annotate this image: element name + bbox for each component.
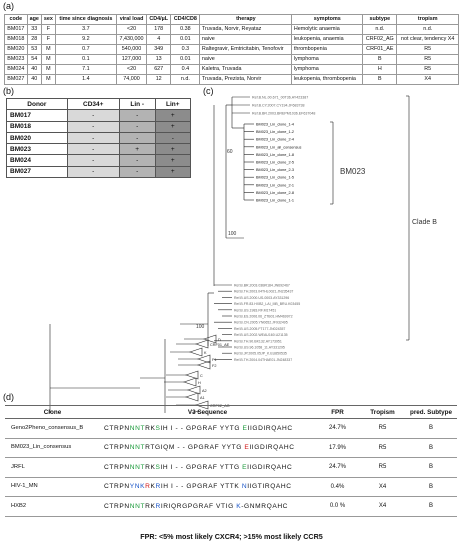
table-cell: 12 xyxy=(147,75,171,85)
table-cell: leukopenia, anaemia xyxy=(292,35,363,45)
table-cell: n.d. xyxy=(397,25,459,35)
table-cell: 33 xyxy=(27,25,41,35)
table-row xyxy=(5,35,459,45)
table-row xyxy=(5,65,459,75)
table-cell: Hemolytic anaemia xyxy=(292,25,363,35)
table-cell: 7.1 xyxy=(55,65,116,75)
marker-cell: - xyxy=(119,132,155,143)
collapsed-subtype-clade xyxy=(186,393,198,401)
bm023-clone-label: BM023_Lin_clone_1-2 xyxy=(256,130,294,135)
column-header: tropism xyxy=(397,15,459,25)
table-cell: n.d. xyxy=(171,75,200,85)
table-cell: 40 xyxy=(27,75,41,85)
table-cell: 540,000 xyxy=(117,45,147,55)
table-cell: Truvada, Norvir, Reyataz xyxy=(200,25,292,35)
clone-name: Geno2Pheno_consensus_B xyxy=(5,419,100,439)
v3-sequence xyxy=(100,497,315,517)
bootstrap-value: 60 xyxy=(227,149,233,155)
fpr-value: 24.7% xyxy=(315,419,360,439)
table-cell: 0.3 xyxy=(171,45,200,55)
panel-label-a: (a) xyxy=(3,1,14,11)
table-row xyxy=(5,477,457,497)
table-cell: 0.4 xyxy=(171,65,200,75)
sequence-segment: S xyxy=(155,463,161,471)
table-cell: 74,000 xyxy=(117,75,147,85)
reference-leaf-label: Ref.B.US.2000.US-0003.AY331296 xyxy=(234,295,290,300)
marker-cell: - xyxy=(67,132,119,143)
sequence-segment: RK xyxy=(145,502,156,510)
sequence-segment: K xyxy=(150,483,156,491)
marker-cell: - xyxy=(119,121,155,132)
table-row xyxy=(5,55,459,65)
table-row xyxy=(7,110,191,121)
tropism-value: X4 xyxy=(360,477,405,497)
fpr-value: 17.9% xyxy=(315,438,360,458)
sequence-segment: R xyxy=(145,483,151,491)
table-row xyxy=(5,75,459,85)
table-cell: 627 xyxy=(147,65,171,75)
sequence-segment: CTRPN xyxy=(104,463,130,471)
table-cell: 7,430,000 xyxy=(117,35,147,45)
table-row xyxy=(5,419,457,439)
sequence-segment: K xyxy=(236,502,242,510)
marker-cell: - xyxy=(67,110,119,121)
sequence-segment: NNT xyxy=(129,444,146,452)
table-cell: F xyxy=(41,35,55,45)
fpr-value: 24.7% xyxy=(315,458,360,478)
table-cell: R5 xyxy=(397,55,459,65)
table-cell: M xyxy=(41,55,55,65)
subtype-label: F1 xyxy=(212,358,217,362)
subtype-label: CRF02_AG xyxy=(210,404,230,408)
table-cell: BM024 xyxy=(5,65,28,75)
table-cell: 4 xyxy=(147,35,171,45)
table-cell: X4 xyxy=(397,75,459,85)
marker-cell: - xyxy=(67,155,119,166)
column-header: therapy xyxy=(200,15,292,25)
collapsed-subtype-clade xyxy=(196,340,208,348)
reference-leaf-label: Ref.B.TH.2003.04THL0021.JN235437 xyxy=(234,289,294,294)
bm023-clone-label: BM023_Lin_clone_2-8 xyxy=(256,190,294,195)
patient-table-header xyxy=(5,15,459,25)
patient-table xyxy=(4,14,459,85)
table-cell: 28 xyxy=(27,35,41,45)
marker-cell: + xyxy=(155,166,190,177)
subtype-label: D xyxy=(218,338,221,342)
table-cell: naive xyxy=(200,55,292,65)
table-cell: Raltegravir, Emtricitabin, Tenofovir xyxy=(200,45,292,55)
marker-cell: - xyxy=(119,110,155,121)
bm023-clone-label: BM023_Lin_clone_2-1 xyxy=(256,183,294,188)
sequence-segment: NNT xyxy=(129,502,146,510)
tropism-value: X4 xyxy=(360,497,405,517)
sequence-segment: RK xyxy=(145,463,156,471)
subtype-label: CRF01_AE xyxy=(210,343,230,347)
table-cell: CRF02_AG xyxy=(363,35,397,45)
table-cell: CRF01_AE xyxy=(363,45,397,55)
fpr-value: 0.4% xyxy=(315,477,360,497)
table-cell: R5 xyxy=(397,45,459,55)
panel-label-b: (b) xyxy=(3,86,14,96)
subtype-label: H xyxy=(198,381,201,385)
clone-name: JRFL xyxy=(5,458,100,478)
bm023-clone-label: BM023_Lin_clone_1-5 xyxy=(256,175,294,180)
donor-cell: BM023 xyxy=(7,144,68,155)
sequence-segment: E xyxy=(242,424,248,432)
bm023-clone-label: BM023_Lin_clone_1-4 xyxy=(256,122,294,127)
table-cell: Kaletra, Truvada xyxy=(200,65,292,75)
sequence-segment: E xyxy=(242,463,248,471)
sequence-segment: IRIQRGPGRAF VTIG xyxy=(160,502,237,510)
column-header: CD4/CD8 xyxy=(171,15,200,25)
column-header: Lin+ xyxy=(155,99,190,110)
table-cell: 349 xyxy=(147,45,171,55)
subtype-value: B xyxy=(405,438,457,458)
reference-leaf-label: Ref.B.US.2002.WEAU160.U21135 xyxy=(234,333,288,338)
subtype-value: B xyxy=(405,497,457,517)
donor-table-header xyxy=(7,99,191,110)
bootstrap-value: 100 xyxy=(196,324,205,330)
table-cell: 0.01 xyxy=(171,35,200,45)
table-cell: H xyxy=(363,65,397,75)
clade-b-label: Clade B xyxy=(412,219,437,226)
marker-cell: - xyxy=(119,166,155,177)
table-cell: lymphoma xyxy=(292,65,363,75)
reference-leaf-label: Ref.B.NL.00.671_00T36.AY423387 xyxy=(252,95,309,100)
reference-leaf-label: Ref.B.ES.2006.06_ZTB01.HM469972 xyxy=(234,314,293,319)
sequence-segment: R xyxy=(155,502,161,510)
sequence-segment: IH I - - GPGRAF YTTK xyxy=(160,483,242,491)
v3-sequence xyxy=(100,419,315,439)
column-header: CD4/µL xyxy=(147,15,171,25)
sequence-segment: -GNMRQAHC xyxy=(241,502,289,510)
column-header: time since diagnosis xyxy=(55,15,116,25)
table-cell: M xyxy=(41,75,55,85)
bm023-clone-label: BM023_Lin_all_consensus xyxy=(256,145,302,150)
table-cell: 40 xyxy=(27,65,41,75)
bootstrap-value: 100 xyxy=(228,231,237,237)
marker-cell: - xyxy=(119,155,155,166)
table-cell: BM023 xyxy=(5,55,28,65)
sequence-segment: RTGIQM - - GPGRAF YYTG xyxy=(145,444,245,452)
sequence-segment: IIGDIRQAHC xyxy=(247,424,293,432)
subtype-label: A2 xyxy=(202,389,207,393)
table-cell: <20 xyxy=(117,25,147,35)
donor-cell: BM027 xyxy=(7,166,68,177)
column-header: pred. Subtype xyxy=(405,406,457,419)
marker-cell: - xyxy=(67,166,119,177)
column-header: FPR xyxy=(315,406,360,419)
table-cell: 127,000 xyxy=(117,55,147,65)
table-cell: BM018 xyxy=(5,35,28,45)
subtype-label: F2 xyxy=(212,364,217,368)
donor-table xyxy=(6,98,191,178)
sequence-segment: IH I - - GPGRAF YYTG xyxy=(160,424,243,432)
reference-leaf-label: Ref.B.US.96.1058_11.AY331295 xyxy=(234,345,285,350)
table-cell: 9.2 xyxy=(55,35,116,45)
v3-table-header xyxy=(5,406,457,419)
v3-sequence-table xyxy=(5,405,457,517)
donor-cell: BM024 xyxy=(7,155,68,166)
column-header: code xyxy=(5,15,28,25)
bm023-clone-label: BM023_Lin_clone_1-1 xyxy=(256,198,294,203)
v3-sequence xyxy=(100,477,315,497)
column-header: Lin - xyxy=(119,99,155,110)
subtype-label: A1 xyxy=(200,396,205,400)
table-cell: 0.38 xyxy=(171,25,200,35)
subtype-label: K xyxy=(204,351,207,355)
sequence-segment: NNT xyxy=(129,424,146,432)
table-cell: 54 xyxy=(27,55,41,65)
sequence-segment: CTRPN xyxy=(104,444,130,452)
donor-cell: BM017 xyxy=(7,110,68,121)
sequence-segment: R xyxy=(155,483,161,491)
subtype-value: B xyxy=(405,419,457,439)
sequence-segment: YNK xyxy=(129,483,146,491)
column-header: viral load xyxy=(117,15,147,25)
marker-cell: + xyxy=(155,121,190,132)
marker-cell: + xyxy=(155,110,190,121)
bm023-clone-label: BM023_Lin_clone_2-4 xyxy=(256,137,294,142)
column-header: age xyxy=(27,15,41,25)
reference-leaf-label: Ref.B.CN.2005.YN0652.JF932495 xyxy=(234,320,288,325)
sequence-segment: CTRPN xyxy=(104,483,130,491)
column-header: V3 Sequence xyxy=(100,406,315,419)
table-row xyxy=(5,438,457,458)
table-cell: 3.7 xyxy=(55,25,116,35)
table-row xyxy=(7,155,191,166)
table-cell: thrombopenia xyxy=(292,45,363,55)
table-cell: F xyxy=(41,25,55,35)
collapsed-subtype-clade xyxy=(190,348,202,356)
table-cell: BM020 xyxy=(5,45,28,55)
tropism-value: R5 xyxy=(360,419,405,439)
table-row xyxy=(5,45,459,55)
table-cell: not clear, tendency X4 xyxy=(397,35,459,45)
bm023-clone-label: BM023_Lin_clone_2-3 xyxy=(256,168,294,173)
clone-name: BM023_Lin_consensus xyxy=(5,438,100,458)
table-cell: <20 xyxy=(117,65,147,75)
reference-leaf-label: Ref.B.TH.90.BK132.AY173951 xyxy=(234,339,282,344)
sequence-segment: CTRPN xyxy=(104,502,130,510)
table-cell: Truvada, Prezista, Norvir xyxy=(200,75,292,85)
table-cell: n.d. xyxy=(363,25,397,35)
table-row xyxy=(7,166,191,177)
subtype-value: B xyxy=(405,458,457,478)
table-cell: 0.7 xyxy=(55,45,116,55)
table-row xyxy=(7,132,191,143)
collapsed-subtype-clade xyxy=(204,335,216,343)
table-row xyxy=(5,497,457,517)
clone-name: HIV-1_MN xyxy=(5,477,100,497)
sequence-segment: IIGDIRQAHC xyxy=(249,444,295,452)
reference-leaf-label: Ref.B.CY.2007.CY194.JF683738 xyxy=(252,103,305,108)
reference-leaf-label: Ref.B.US.1983.RF.M17451 xyxy=(234,308,277,313)
subtype-label: C xyxy=(200,374,203,378)
column-header: Donor xyxy=(7,99,68,110)
sequence-segment: CTRPN xyxy=(104,424,130,432)
table-cell: B xyxy=(363,75,397,85)
marker-cell: + xyxy=(155,155,190,166)
donor-cell: BM018 xyxy=(7,121,68,132)
table-cell: 0.1 xyxy=(55,55,116,65)
reference-leaf-label: Ref.B.US.2005.FT177.JN024357 xyxy=(234,326,286,331)
reference-leaf-label: Ref.B.JP.2005.05JP_K.EU850535 xyxy=(234,351,287,356)
marker-cell: - xyxy=(67,144,119,155)
table-cell: 13 xyxy=(147,55,171,65)
table-cell: 1.4 xyxy=(55,75,116,85)
table-row xyxy=(7,121,191,132)
bm023-clone-label: BM023_Lin_clone_1-8 xyxy=(256,152,294,157)
table-cell: R5 xyxy=(397,65,459,75)
marker-cell: + xyxy=(119,144,155,155)
fpr-value: 0.0 % xyxy=(315,497,360,517)
table-cell: BM017 xyxy=(5,25,28,35)
clone-name: HXB2 xyxy=(5,497,100,517)
sequence-segment: IIGDIRQAHC xyxy=(247,463,293,471)
subtype-value: B xyxy=(405,477,457,497)
bm023-clone-label: BM023_Lin_clone_2-5 xyxy=(256,160,294,165)
table-cell: B xyxy=(363,55,397,65)
table-row xyxy=(5,458,457,478)
table-cell: BM027 xyxy=(5,75,28,85)
reference-leaf-label: Ref.B.BR.2003.03BR184.JN692467 xyxy=(234,283,290,288)
reference-leaf-label: Ref.B.BR.2003.BREPM1036.EF637048 xyxy=(252,111,316,116)
sequence-segment: RK xyxy=(145,424,156,432)
marker-cell: + xyxy=(155,144,190,155)
table-cell: lymphoma xyxy=(292,55,363,65)
column-header: subtype xyxy=(363,15,397,25)
tropism-value: R5 xyxy=(360,438,405,458)
bm023-group-label: BM023 xyxy=(340,167,366,176)
reference-leaf-label: Ref.B.FR.83.HXB2_LAI_IIIB_BRU.K03455 xyxy=(234,302,301,307)
fpr-footnote: FPR: <5% most likely CXCR4; >15% most likely CCR5 xyxy=(140,532,323,541)
reference-leaf-label: Ref.B.TH.2004.04THAE01.JN248337 xyxy=(234,357,293,362)
v3-sequence xyxy=(100,458,315,478)
column-header: symptoms xyxy=(292,15,363,25)
column-header: CD34+ xyxy=(67,99,119,110)
column-header: Tropism xyxy=(360,406,405,419)
sequence-segment: IH I - - GPGRAF YTTG xyxy=(160,463,243,471)
table-cell: M xyxy=(41,45,55,55)
table-cell: 53 xyxy=(27,45,41,55)
column-header: Clone xyxy=(5,406,100,419)
donor-cell: BM020 xyxy=(7,132,68,143)
table-row xyxy=(7,144,191,155)
tropism-value: R5 xyxy=(360,458,405,478)
column-header: sex xyxy=(41,15,55,25)
collapsed-subtype-clade xyxy=(184,378,196,386)
sequence-segment: IIGTIRQAHC xyxy=(247,483,292,491)
sequence-segment: N xyxy=(241,483,248,491)
table-cell: 0.01 xyxy=(171,55,200,65)
table-cell: M xyxy=(41,65,55,75)
table-row xyxy=(5,25,459,35)
panel-label-c: (c) xyxy=(203,86,214,96)
table-cell: 178 xyxy=(147,25,171,35)
sequence-segment: E xyxy=(244,444,250,452)
marker-cell: - xyxy=(67,121,119,132)
sequence-segment: S xyxy=(155,424,161,432)
table-cell: leukopenia, thrombopenia xyxy=(292,75,363,85)
sequence-segment: NNT xyxy=(129,463,146,471)
v3-sequence xyxy=(100,438,315,458)
marker-cell: - xyxy=(155,132,190,143)
panel-label-d: (d) xyxy=(3,392,14,402)
table-cell: naive xyxy=(200,35,292,45)
